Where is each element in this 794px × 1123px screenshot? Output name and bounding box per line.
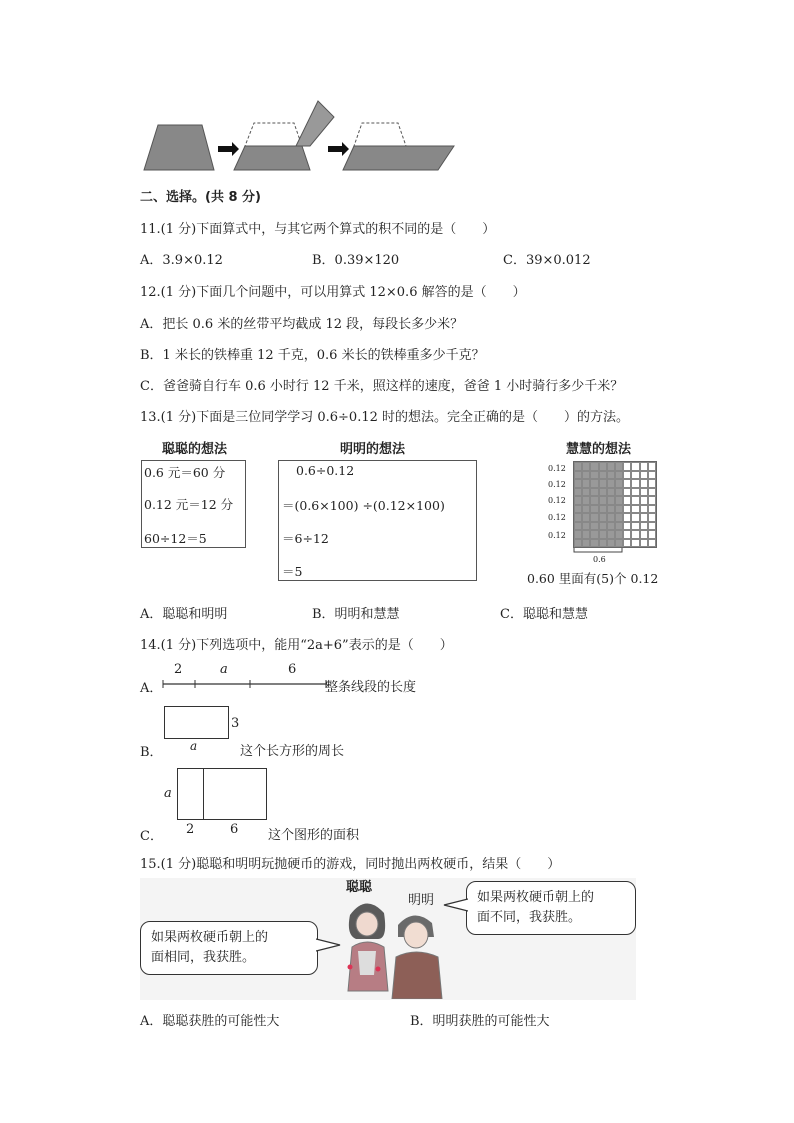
option-14-b-text: 这个长方形的周长 (240, 744, 345, 759)
segment-label-6: 6 (288, 662, 297, 677)
grid-cell (599, 522, 607, 531)
grid-cell (623, 505, 631, 514)
grid-cell (574, 522, 582, 531)
grid-cell (615, 479, 623, 488)
composite-rectangle (177, 768, 267, 820)
bubble-right-line-2: 面不同，我获胜。 (477, 910, 582, 925)
trapezoid-top-dashed (245, 123, 302, 146)
rectangle-b-side: 3 (231, 716, 240, 731)
grid-cell (648, 522, 656, 531)
grid-cell (640, 496, 648, 505)
huihui-row-label-4: 0.12 (548, 513, 566, 522)
speech-bubble-left (140, 921, 318, 975)
grid-cell (574, 462, 582, 471)
grid-cell (599, 488, 607, 497)
grid-cell (590, 471, 598, 480)
grid-cell (631, 479, 639, 488)
grid-cell (615, 488, 623, 497)
segment-line (160, 678, 328, 690)
huihui-row-label-2: 0.12 (548, 480, 566, 489)
rectangle-b (164, 706, 229, 739)
grid-cell (631, 471, 639, 480)
question-14: 14.(1 分)下列选项中，能用“2a+6”表示的是（ ） (140, 638, 453, 653)
grid-cell (615, 530, 623, 539)
grid-cell (607, 505, 615, 514)
mingming-box (278, 460, 477, 581)
option-14-c-text: 这个图形的面积 (268, 828, 360, 843)
grid-cell (631, 539, 639, 548)
mingming-line-1: 0.6÷0.12 (296, 463, 355, 478)
grid-cell (590, 496, 598, 505)
grid-cell (648, 513, 656, 522)
grid-cell (615, 496, 623, 505)
grid-cell (607, 462, 615, 471)
huihui-caption: 0.60 里面有(5)个 0.12 (527, 571, 659, 586)
question-12: 12.(1 分)下面几个问题中，可以用算式 12×0.6 解答的是（ ） (140, 285, 526, 300)
grid-cell (599, 471, 607, 480)
option-11-c: C．39×0.012 (503, 253, 591, 268)
trapezoid-top-dashed-2 (354, 123, 406, 146)
grid-cell (615, 471, 623, 480)
grid-cell (640, 513, 648, 522)
grid-cell (640, 530, 648, 539)
arrow-right-2 (328, 142, 349, 156)
mingming-title: 明明的想法 (340, 442, 406, 457)
grid-cell (590, 488, 598, 497)
grid-cell (615, 462, 623, 471)
grid-cell (599, 462, 607, 471)
grid-cell (582, 462, 590, 471)
huihui-row-label-5: 0.12 (548, 531, 566, 540)
option-13-a: A．聪聪和明明 (140, 607, 228, 622)
arrow-right-1 (218, 142, 239, 156)
question-15: 15.(1 分)聪聪和明明玩抛硬币的游戏，同时抛出两枚硬币，结果（ ） (140, 857, 561, 872)
name-congcong: 聪聪 (346, 880, 373, 895)
option-14-b-prefix: B． (140, 745, 163, 760)
mingming-figure (392, 915, 442, 999)
grid-cell (607, 488, 615, 497)
grid-cell (574, 471, 582, 480)
option-14-a-text: 整条线段的长度 (325, 680, 417, 695)
grid-cell (574, 505, 582, 514)
grid-cell (607, 539, 615, 548)
grid-cell (623, 522, 631, 531)
speech-bubble-right (466, 881, 636, 935)
grid-cell (599, 505, 607, 514)
grid-cell (574, 496, 582, 505)
composite-divider (203, 768, 204, 819)
congcong-line-3: 60÷12＝5 (144, 531, 207, 546)
grid-cell (607, 530, 615, 539)
grid-cell (640, 462, 648, 471)
composite-side-a: a (164, 786, 172, 801)
question-13: 13.(1 分)下面是三位同学学习 0.6÷0.12 时的想法。完全正确的是（ ）的方法。 (140, 410, 629, 425)
grid-cell (599, 496, 607, 505)
bubble-left-line-1: 如果两枚硬币朝上的 (151, 930, 269, 945)
grid-cell (631, 530, 639, 539)
grid-cell (582, 522, 590, 531)
bubble-right-line-1: 如果两枚硬币朝上的 (477, 890, 595, 905)
mingming-line-4: ＝5 (282, 564, 303, 579)
grid-cell (590, 505, 598, 514)
children-figure (344, 895, 448, 999)
grid-cell (607, 522, 615, 531)
grid-cell (623, 479, 631, 488)
option-12-a: A．把长 0.6 米的丝带平均截成 12 段，每段长多少米？ (140, 317, 464, 332)
grid-cell (582, 488, 590, 497)
grid-cell (648, 539, 656, 548)
mingming-line-2: ＝(0.6×100) ÷(0.12×100) (282, 498, 445, 513)
grid-cell (631, 488, 639, 497)
grid-cell (648, 479, 656, 488)
grid-cell (574, 488, 582, 497)
congcong-line-1: 0.6 元＝60 分 (144, 465, 226, 480)
grid-cell (590, 462, 598, 471)
grid-cell (648, 471, 656, 480)
congcong-figure (348, 903, 388, 991)
grid-cell (574, 513, 582, 522)
mingming-line-3: ＝6÷12 (282, 531, 329, 546)
option-11-a: A．3.9×0.12 (140, 253, 223, 268)
option-14-a-prefix: A． (140, 681, 163, 696)
grid-cell (590, 522, 598, 531)
grid-cell (582, 505, 590, 514)
parallelogram (343, 146, 454, 170)
grid-cell (640, 488, 648, 497)
section-title: 二、选择。(共 8 分) (140, 190, 261, 205)
grid-cell (648, 496, 656, 505)
grid-cell (615, 539, 623, 548)
grid-cell (615, 505, 623, 514)
grid-cell (648, 530, 656, 539)
grid-cell (582, 479, 590, 488)
grid-cell (599, 513, 607, 522)
grid-cell (631, 513, 639, 522)
question-11: 11.(1 分)下面算式中，与其它两个算式的积不同的是（ ） (140, 222, 496, 237)
grid-cell (582, 513, 590, 522)
rectangle-b-bottom: a (190, 739, 198, 753)
grid-cell (574, 539, 582, 548)
option-15-b: B．明明获胜的可能性大 (410, 1014, 550, 1029)
grid-cell (648, 488, 656, 497)
option-13-b: B．明明和慧慧 (312, 607, 400, 622)
grid-cell (590, 513, 598, 522)
grid-cell (623, 488, 631, 497)
grid-cell (640, 479, 648, 488)
congcong-title: 聪聪的想法 (162, 442, 228, 457)
option-13-c: C．聪聪和慧慧 (500, 607, 588, 622)
trapezoid-transform-figure (138, 98, 458, 174)
grid-cell (631, 505, 639, 514)
grid-cell (582, 471, 590, 480)
grid-cell (640, 471, 648, 480)
grid-cell (599, 539, 607, 548)
option-12-b: B．1 米长的铁棒重 12 千克，0.6 米长的铁棒重多少千克？ (140, 348, 485, 363)
option-14-c-prefix: C． (140, 829, 163, 844)
bracket-0-6 (573, 547, 625, 555)
grid-cell (590, 530, 598, 539)
huihui-row-label-3: 0.12 (548, 496, 566, 505)
trapezoid-full (144, 125, 214, 170)
name-mingming: 明明 (408, 893, 435, 908)
composite-bottom-2: 2 (186, 822, 195, 837)
grid-cell (631, 462, 639, 471)
grid-cell (607, 496, 615, 505)
huihui-title: 慧慧的想法 (566, 442, 632, 457)
grid-cell (607, 471, 615, 480)
composite-bottom-6: 6 (230, 822, 239, 837)
option-11-b: B．0.39×120 (312, 253, 400, 268)
grid-cell (590, 539, 598, 548)
congcong-line-2: 0.12 元＝12 分 (144, 497, 234, 512)
huihui-row-label-1: 0.12 (548, 464, 566, 473)
grid-cell (623, 471, 631, 480)
grid-cell (582, 530, 590, 539)
segment-label-2: 2 (174, 662, 183, 677)
grid-cell (615, 513, 623, 522)
grid-cell (615, 522, 623, 531)
grid-cell (623, 539, 631, 548)
grid-cell (574, 479, 582, 488)
grid-cell (590, 479, 598, 488)
grid-cell (640, 539, 648, 548)
bubble-right-tail (442, 896, 468, 914)
grid-cell (599, 479, 607, 488)
bubble-left-tail (316, 936, 342, 954)
hundred-grid (573, 461, 657, 548)
huihui-bottom-label: 0.6 (593, 555, 606, 564)
grid-cell (648, 462, 656, 471)
option-15-a: A．聪聪获胜的可能性大 (140, 1014, 280, 1029)
segment-label-a: a (220, 662, 228, 677)
grid-cell (648, 505, 656, 514)
trapezoid-bottom (234, 146, 310, 170)
grid-cell (607, 513, 615, 522)
flipped-piece (296, 101, 334, 146)
grid-cell (623, 513, 631, 522)
grid-cell (582, 496, 590, 505)
grid-cell (640, 522, 648, 531)
grid-cell (623, 496, 631, 505)
grid-cell (631, 522, 639, 531)
grid-cell (631, 496, 639, 505)
grid-cell (623, 530, 631, 539)
grid-cell (640, 505, 648, 514)
grid-cell (574, 530, 582, 539)
grid-cell (599, 530, 607, 539)
grid-cell (623, 462, 631, 471)
grid-cell (582, 539, 590, 548)
option-12-c: C．爸爸骑自行车 0.6 小时行 12 千米，照这样的速度，爸爸 1 小时骑行多少千米？ (140, 379, 624, 394)
grid-cell (607, 479, 615, 488)
bubble-left-line-2: 面相同，我获胜。 (151, 950, 256, 965)
